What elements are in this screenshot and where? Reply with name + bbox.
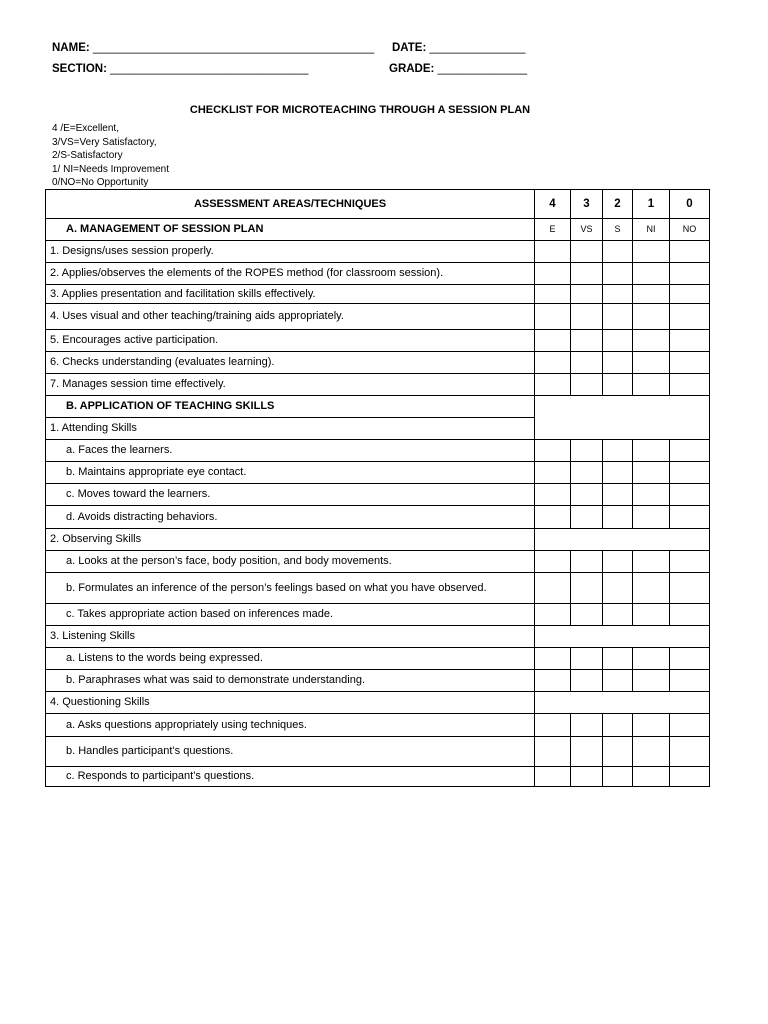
criterion-label <box>46 573 535 604</box>
table-row <box>46 573 710 604</box>
score-cell[interactable] <box>571 714 603 737</box>
score-cell[interactable] <box>571 573 603 604</box>
subsection-row <box>46 529 710 551</box>
score-cell[interactable] <box>571 767 603 787</box>
table-row <box>46 648 710 670</box>
merged-blank-cell <box>535 626 710 648</box>
criterion-label: b. Paraphrases what was said to demonstrate understanding. <box>46 670 535 692</box>
score-cell[interactable] <box>571 462 603 484</box>
criterion-label: a. Listens to the words being expressed. <box>46 648 535 670</box>
document-title: CHECKLIST FOR MICROTEACHING THROUGH A SESSION PLAN <box>189 104 531 116</box>
score-cell[interactable] <box>633 506 670 529</box>
score-cell[interactable] <box>603 714 633 737</box>
score-header: 4 <box>535 190 571 219</box>
section-b-row <box>46 396 710 418</box>
score-cell[interactable] <box>571 263 603 285</box>
table-row <box>46 304 710 330</box>
score-cell[interactable] <box>670 330 710 352</box>
criterion-label-text: b. Formulates an inference of the person’s feelings based on what you have observed. <box>66 581 487 594</box>
abbr-header: S <box>603 219 633 241</box>
score-cell[interactable] <box>633 440 670 462</box>
criterion-label: d. Avoids distracting behaviors. <box>46 506 535 529</box>
score-cell[interactable] <box>535 263 571 285</box>
score-cell[interactable] <box>603 440 633 462</box>
score-cell[interactable] <box>571 285 603 304</box>
table-row <box>46 241 710 263</box>
table-row <box>46 440 710 462</box>
score-cell[interactable] <box>670 440 710 462</box>
table-row <box>46 462 710 484</box>
table-row <box>46 670 710 692</box>
score-cell[interactable] <box>571 670 603 692</box>
score-cell[interactable] <box>633 241 670 263</box>
score-header: 3 <box>571 190 603 219</box>
criterion-label: 1. Designs/uses session properly. <box>46 241 535 263</box>
score-cell[interactable] <box>670 374 710 396</box>
score-cell[interactable] <box>571 374 603 396</box>
subsection-row <box>46 626 710 648</box>
criterion-label: b. Maintains appropriate eye contact. <box>46 462 535 484</box>
table-row <box>46 604 710 626</box>
date-label: DATE: <box>392 42 427 54</box>
criterion-label: c. Moves toward the learners. <box>46 484 535 506</box>
table-row <box>46 374 710 396</box>
rating-legend <box>52 122 169 190</box>
score-cell[interactable] <box>633 330 670 352</box>
score-cell[interactable] <box>571 241 603 263</box>
legend-item: 2/S-Satisfactory <box>52 150 123 161</box>
score-cell[interactable] <box>670 648 710 670</box>
score-cell[interactable] <box>633 604 670 626</box>
criterion-label: 4. Uses visual and other teaching/training aids appropriately. <box>46 304 535 330</box>
abbr-header: VS <box>571 219 603 241</box>
grade-label: GRADE: <box>389 63 435 75</box>
score-cell[interactable] <box>603 462 633 484</box>
abbr-header: NO <box>670 219 710 241</box>
score-cell[interactable] <box>670 714 710 737</box>
score-cell[interactable] <box>571 551 603 573</box>
score-cell[interactable] <box>571 648 603 670</box>
score-cell[interactable] <box>670 767 710 787</box>
score-cell[interactable] <box>535 506 571 529</box>
legend-item: 0/NO=No Opportunity <box>52 177 149 188</box>
legend-item: 1/ NI=Needs Improvement <box>52 163 169 175</box>
score-cell[interactable] <box>603 285 633 304</box>
score-cell[interactable] <box>633 648 670 670</box>
table-row <box>46 506 710 529</box>
score-cell[interactable] <box>633 573 670 604</box>
table-row <box>46 484 710 506</box>
score-cell[interactable] <box>571 737 603 767</box>
score-cell[interactable] <box>535 551 571 573</box>
score-cell[interactable] <box>670 462 710 484</box>
score-cell[interactable] <box>535 352 571 374</box>
score-cell[interactable] <box>670 551 710 573</box>
section-field[interactable]: _______________________________ <box>110 63 309 75</box>
score-cell[interactable] <box>603 263 633 285</box>
score-cell[interactable] <box>603 330 633 352</box>
abbr-header: NI <box>633 219 670 241</box>
section-line <box>52 63 308 75</box>
score-cell[interactable] <box>603 737 633 767</box>
score-cell[interactable] <box>535 573 571 604</box>
score-cell[interactable] <box>603 604 633 626</box>
criterion-label: b. Handles participant’s questions. <box>46 737 535 767</box>
date-line <box>392 42 525 54</box>
subsection-attending: 1. Attending Skills <box>46 418 535 440</box>
section-a-heading: A. MANAGEMENT OF SESSION PLAN <box>46 219 535 241</box>
score-cell[interactable] <box>670 241 710 263</box>
name-field[interactable]: ____________________________________________ <box>92 42 375 54</box>
date-field[interactable]: _______________ <box>429 42 526 54</box>
section-b-heading: B. APPLICATION OF TEACHING SKILLS <box>46 396 535 418</box>
score-cell[interactable] <box>535 330 571 352</box>
score-cell[interactable] <box>633 737 670 767</box>
abbr-header: E <box>535 219 571 241</box>
table-row <box>46 330 710 352</box>
name-line <box>52 42 374 54</box>
score-cell[interactable] <box>535 462 571 484</box>
criterion-label: 3. Applies presentation and facilitation skills effectively. <box>46 285 535 304</box>
section-a-row <box>46 219 710 241</box>
score-cell[interactable] <box>633 767 670 787</box>
criterion-label: 7. Manages session time effectively. <box>46 374 535 396</box>
score-cell[interactable] <box>535 440 571 462</box>
score-cell[interactable] <box>571 604 603 626</box>
score-cell[interactable] <box>670 263 710 285</box>
table-row <box>46 551 710 573</box>
criterion-label: a. Asks questions appropriately using techniques. <box>46 714 535 737</box>
criterion-label: a. Faces the learners. <box>46 440 535 462</box>
score-cell[interactable] <box>535 714 571 737</box>
score-cell[interactable] <box>633 462 670 484</box>
score-cell[interactable] <box>571 484 603 506</box>
score-cell[interactable] <box>633 374 670 396</box>
score-cell[interactable] <box>633 304 670 330</box>
score-cell[interactable] <box>571 440 603 462</box>
criterion-label: 2. Applies/observes the elements of the ROPES method (for classroom session). <box>46 263 535 285</box>
score-cell[interactable] <box>603 670 633 692</box>
score-cell[interactable] <box>535 737 571 767</box>
criterion-label: 5. Encourages active participation. <box>46 330 535 352</box>
score-cell[interactable] <box>535 670 571 692</box>
score-cell[interactable] <box>603 304 633 330</box>
criterion-label: a. Looks at the person’s face, body position, and body movements. <box>46 551 535 573</box>
score-cell[interactable] <box>670 573 710 604</box>
score-cell[interactable] <box>670 484 710 506</box>
criterion-label: c. Responds to participant’s questions. <box>46 767 535 787</box>
score-cell[interactable] <box>535 374 571 396</box>
score-header: 0 <box>670 190 710 219</box>
score-cell[interactable] <box>603 573 633 604</box>
legend-item: 3/VS=Very Satisfactory, <box>52 136 157 148</box>
score-cell[interactable] <box>633 285 670 304</box>
table-header-row <box>46 190 710 219</box>
table-row <box>46 285 710 304</box>
score-cell[interactable] <box>603 241 633 263</box>
merged-blank-cell <box>535 529 710 551</box>
score-cell[interactable] <box>535 304 571 330</box>
score-cell[interactable] <box>633 484 670 506</box>
name-label: NAME: <box>52 42 90 54</box>
checklist-table <box>45 189 710 787</box>
table-row <box>46 263 710 285</box>
score-cell[interactable] <box>603 352 633 374</box>
subsection-row <box>46 692 710 714</box>
legend-item: 4 /E=Excellent, <box>52 123 119 134</box>
score-cell[interactable] <box>535 604 571 626</box>
score-cell[interactable] <box>571 506 603 529</box>
score-cell[interactable] <box>670 285 710 304</box>
table-row <box>46 767 710 787</box>
score-cell[interactable] <box>603 374 633 396</box>
criterion-label: c. Takes appropriate action based on inferences made. <box>46 604 535 626</box>
score-cell[interactable] <box>603 506 633 529</box>
score-cell[interactable] <box>535 648 571 670</box>
score-cell[interactable] <box>670 506 710 529</box>
criterion-label: 6. Checks understanding (evaluates learning). <box>46 352 535 374</box>
subsection-questioning: 4. Questioning Skills <box>46 692 535 714</box>
merged-blank-cell <box>535 692 710 714</box>
score-cell[interactable] <box>670 304 710 330</box>
score-cell[interactable] <box>571 304 603 330</box>
score-cell[interactable] <box>633 352 670 374</box>
score-cell[interactable] <box>571 330 603 352</box>
score-cell[interactable] <box>535 484 571 506</box>
score-cell[interactable] <box>633 551 670 573</box>
score-cell[interactable] <box>633 263 670 285</box>
table-row <box>46 737 710 767</box>
score-cell[interactable] <box>603 767 633 787</box>
score-cell[interactable] <box>603 648 633 670</box>
grade-line <box>389 63 527 75</box>
score-cell[interactable] <box>603 484 633 506</box>
column-header-areas: ASSESSMENT AREAS/TECHNIQUES <box>46 190 535 219</box>
score-cell[interactable] <box>603 551 633 573</box>
score-header: 1 <box>633 190 670 219</box>
grade-field[interactable]: ______________ <box>437 63 528 75</box>
table-row <box>46 352 710 374</box>
score-header: 2 <box>603 190 633 219</box>
score-cell[interactable] <box>670 670 710 692</box>
score-cell[interactable] <box>535 241 571 263</box>
score-cell[interactable] <box>535 285 571 304</box>
table-row <box>46 714 710 737</box>
score-cell[interactable] <box>535 767 571 787</box>
score-cell[interactable] <box>670 737 710 767</box>
subsection-observing: 2. Observing Skills <box>46 529 535 551</box>
score-cell[interactable] <box>670 352 710 374</box>
score-cell[interactable] <box>670 604 710 626</box>
score-cell[interactable] <box>633 670 670 692</box>
score-cell[interactable] <box>633 714 670 737</box>
score-cell[interactable] <box>571 352 603 374</box>
merged-blank-cell <box>535 396 710 440</box>
section-label: SECTION: <box>52 63 107 75</box>
subsection-listening: 3. Listening Skills <box>46 626 535 648</box>
